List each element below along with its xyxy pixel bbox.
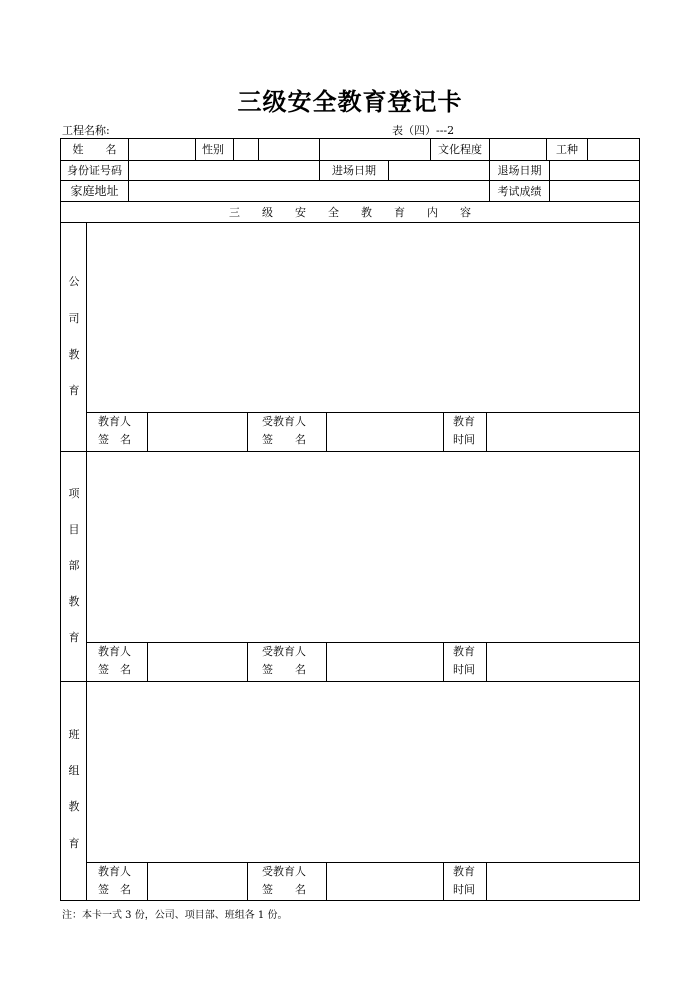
table-number: 表（四）---2 [392,124,455,137]
section-label-char: 目 [68,523,80,536]
address-label: 家庭地址 [70,184,119,198]
section-label-char: 组 [68,764,80,777]
footnote: 注：本卡一式 3 份，公司、项目部、班组各 1 份。 [62,910,288,921]
project-education-content[interactable] [87,452,639,642]
education-label: 文化程度 [438,143,482,156]
id-number-field[interactable] [129,161,319,180]
trainee-label: 受教育人 [262,415,306,428]
page-title: 三级安全教育登记卡 [237,88,463,116]
education-time-label-2: 时间 [453,883,475,896]
trainee-signature-field[interactable] [327,863,443,900]
education-time-field[interactable] [487,643,639,681]
blank-field-1[interactable] [320,139,430,160]
exit-date-label: 退场日期 [497,164,542,177]
trainee-signature-field[interactable] [327,643,443,681]
project-name-label: 工程名称: [62,124,110,137]
educator-sign-label: 签 名 [98,663,131,676]
exam-score-label: 考试成绩 [497,184,542,198]
trainee-label: 受教育人 [262,645,306,658]
section-label-char: 育 [68,837,80,850]
educator-signature-field[interactable] [148,413,247,451]
educator-sign-label: 签 名 [98,883,131,896]
trainee-sign-label: 签 名 [262,433,306,446]
content-heading: 三 级 安 全 教 育 内 容 [229,205,471,219]
address-field[interactable] [129,181,489,201]
education-time-label-2: 时间 [453,433,475,446]
section-label-char: 部 [68,559,80,572]
education-time-field[interactable] [487,863,639,900]
education-time-field[interactable] [487,413,639,451]
education-field[interactable] [490,139,546,160]
trade-label: 工种 [556,143,578,156]
educator-signature-field[interactable] [148,643,247,681]
educator-label: 教育人 [98,865,131,878]
education-time-label: 教育 [453,415,475,428]
section-label-char: 公 [68,275,80,288]
entry-date-label: 进场日期 [332,164,376,177]
trainee-sign-label: 签 名 [262,883,306,896]
educator-label: 教育人 [98,645,131,658]
exit-date-field[interactable] [550,161,639,180]
trainee-label: 受教育人 [262,865,306,878]
section-label-char: 育 [68,631,80,644]
gender-label: 性别 [202,143,224,156]
entry-date-field[interactable] [389,161,489,180]
educator-label: 教育人 [98,415,131,428]
trainee-signature-field[interactable] [327,413,443,451]
education-time-label-2: 时间 [453,663,475,676]
section-label-char: 教 [68,348,80,361]
id-number-label: 身份证号码 [67,164,122,177]
educator-signature-field[interactable] [148,863,247,900]
trainee-sign-label: 签 名 [262,663,306,676]
team-education-content[interactable] [87,682,639,862]
section-label-char: 司 [68,312,80,325]
education-time-label: 教育 [453,645,475,658]
section-label-char: 班 [68,728,80,741]
exam-score-field[interactable] [550,181,639,201]
education-time-label: 教育 [453,865,475,878]
name-label: 姓 名 [72,143,117,156]
company-education-content[interactable] [87,223,639,412]
educator-sign-label: 签 名 [98,433,131,446]
name-field[interactable] [129,139,195,160]
section-label-char: 教 [68,800,80,813]
section-label-char: 项 [68,487,80,500]
trade-field[interactable] [588,139,639,160]
section-label-char: 育 [68,384,80,397]
section-label-char: 教 [68,595,80,608]
gender-field[interactable] [234,139,258,160]
